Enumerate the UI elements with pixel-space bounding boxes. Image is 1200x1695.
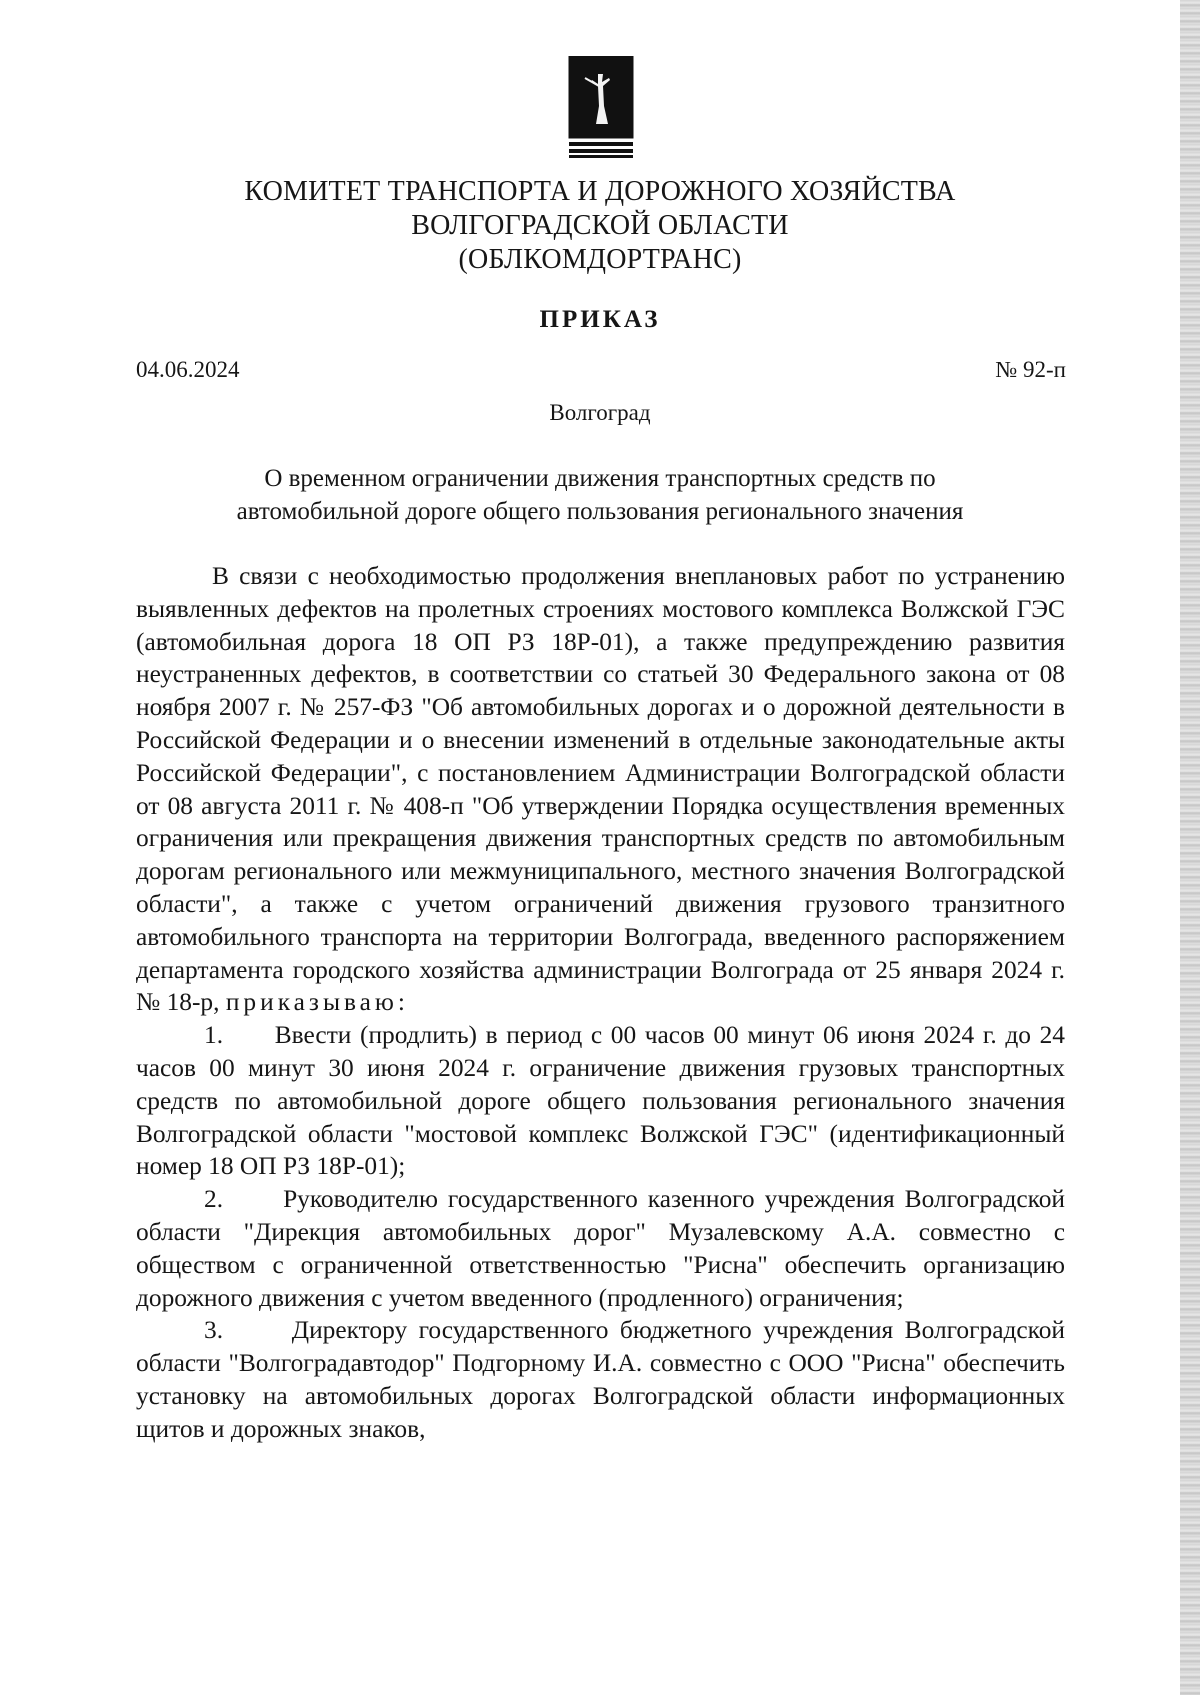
scan-edge xyxy=(1180,0,1200,1695)
item-number: 3. xyxy=(204,1316,224,1345)
item-text: Директору государственного бюджетного учреждения Волгоградской области "Волгоградавтодор" Подгорному И.А. совместно с ООО "Рисна" обеспечить установку на автомобильных дорогах Волгоградской области информационных щитов и дорожных знаков, xyxy=(136,1316,1066,1443)
volgograd-emblem-icon xyxy=(565,56,637,158)
order-word: приказываю: xyxy=(225,988,409,1017)
preamble-paragraph xyxy=(136,560,1065,1019)
order-item xyxy=(136,1183,1065,1314)
subject-line1: О временном ограничении движения транспортных средств по xyxy=(264,465,936,492)
item-text: Ввести (продлить) в период с 00 часов 00 минут 06 июня 2024 г. до 24 часов 00 минут 30 июня 2024 г. ограничение движения грузовых транспортных средств по автомобильной дороге общего пользования регионального значения Волгоградской области "мостовой комплекс Волжской ГЭС" (идентификационный номер 18 ОП РЗ 18Р-01); xyxy=(136,1021,1065,1181)
order-date: 04.06.2024 xyxy=(136,357,240,382)
subject-line2: автомобильной дороге общего пользования регионального значения xyxy=(236,498,964,525)
org-name-line1: КОМИТЕТ ТРАНСПОРТА И ДОРОЖНОГО ХОЗЯЙСТВА xyxy=(244,176,956,207)
order-item xyxy=(136,1314,1065,1445)
order-city: Волгоград xyxy=(549,400,651,425)
preamble-text: В связи с необходимостью продолжения внеплановых работ по устранению выявленных дефектов на пролетных строениях мостового комплекса Волжской ГЭС (автомобильная дорога 18 ОП РЗ 18Р-01), а также предупреждению развития неустраненных дефектов, в соответствии со статьей 30 Федерального закона от 08 ноября 2007 г. № 257-ФЗ "Об автомобильных дорогах и о дорожной деятельности в Российской Федерации и о внесении изменений в отдельные законодательные акты Российской Федерации", с постановлением Администрации Волгоградской области от 08 августа 2011 г. № 408-п "Об утверждении Порядка осуществления временных ограничения или прекращения движения транспортных средств по автомобильным дорогам регионального или межмуниципального, местного значения Волгоградской области", а также с учетом ограничений движения грузового транзитного автомобильного транспорта на территории Волгограда, введенного распоряжением департамента городского хозяйства администрации Волгограда от 25 января 2024 г. № 18-р, xyxy=(136,562,1065,1017)
item-number: 1. xyxy=(204,1021,224,1050)
order-item xyxy=(136,1019,1065,1183)
order-body xyxy=(136,560,1065,1446)
org-name-line2: ВОЛГОГРАДСКОЙ ОБЛАСТИ xyxy=(411,210,789,241)
document-type-title: ПРИКАЗ xyxy=(539,306,661,333)
item-number: 2. xyxy=(204,1185,224,1214)
order-number: № 92-п xyxy=(995,357,1066,382)
order-subject xyxy=(160,462,1040,528)
org-abbreviation: (ОБЛКОМДОРТРАНС) xyxy=(458,244,742,275)
item-text: Руководителю государственного казенного учреждения Волгоградской области "Дирекция автомобильных дорог" Музалевскому А.А. совместно с обществом с ограниченной ответственностью "Рисна" обеспечить организацию дорожного движения с учетом введенного (продленного) ограничения; xyxy=(136,1185,1065,1312)
